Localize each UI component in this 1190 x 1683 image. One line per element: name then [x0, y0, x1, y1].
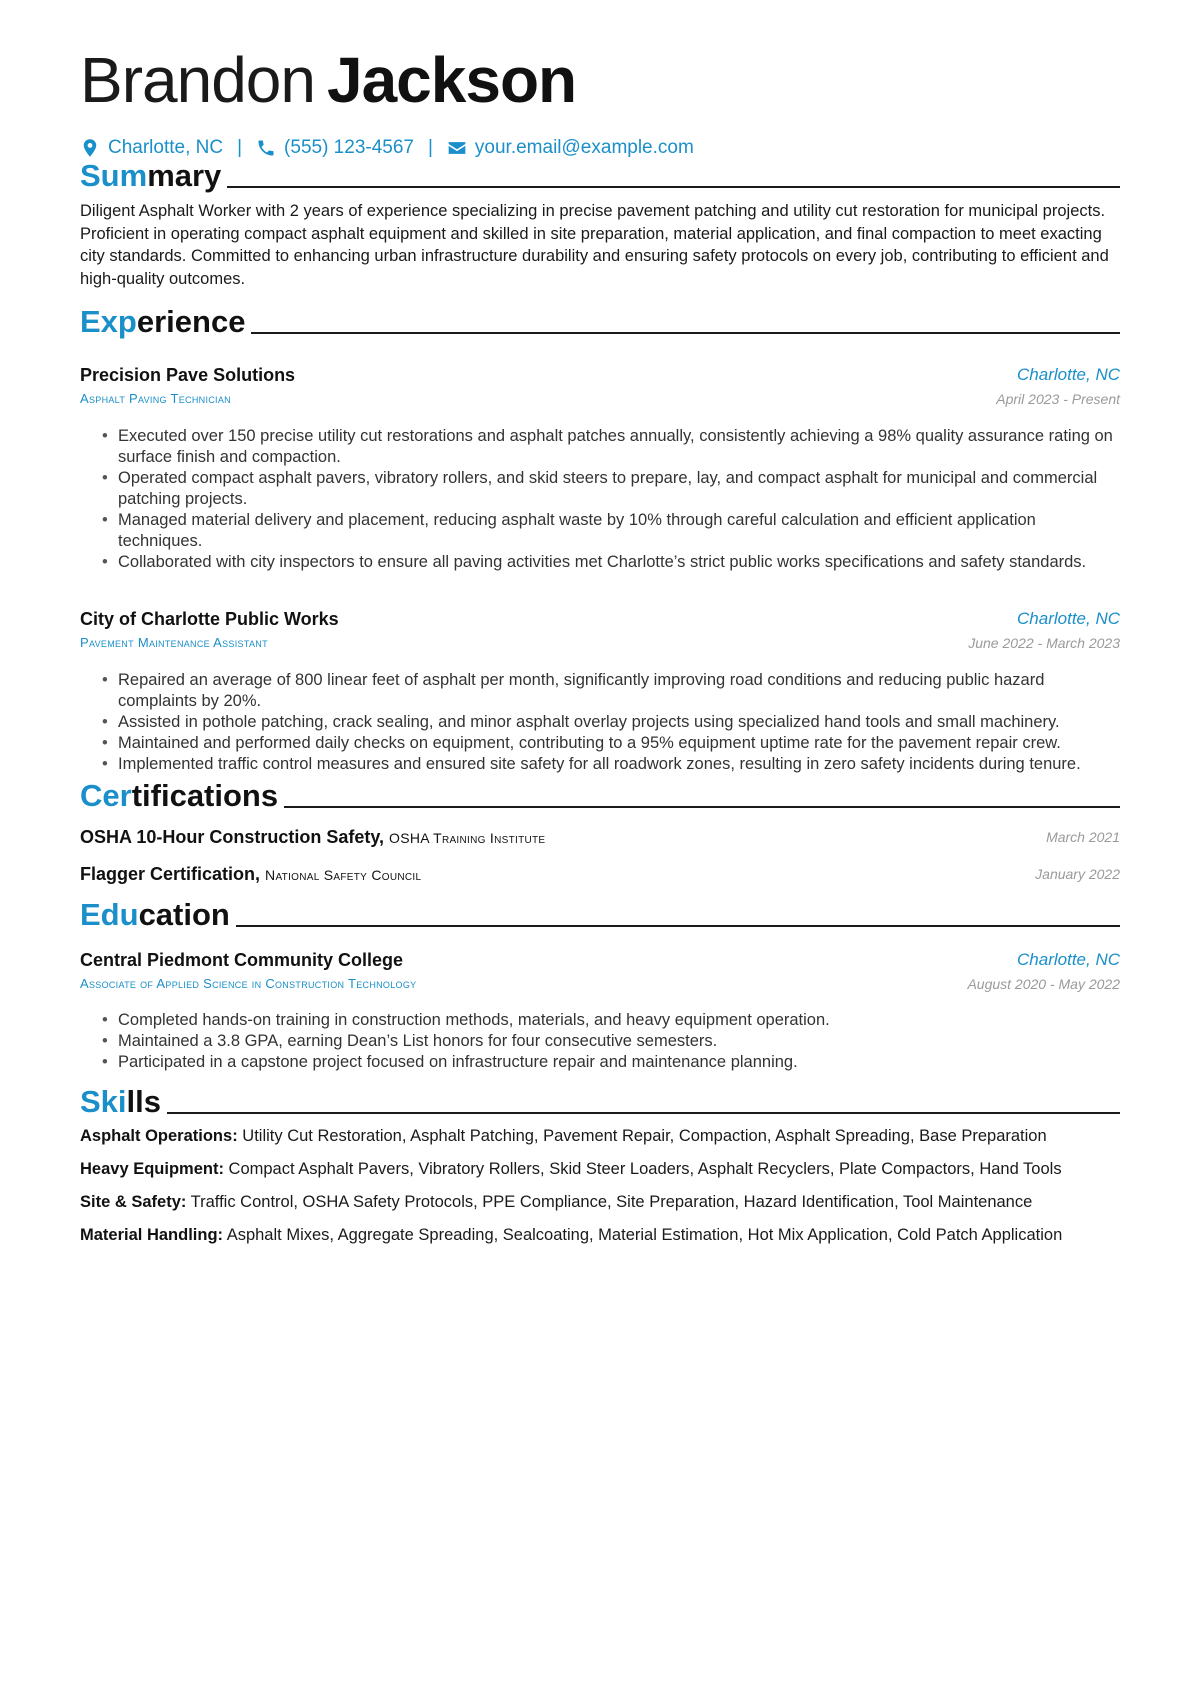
company-name: City of Charlotte Public Works — [80, 609, 339, 629]
certification-name: Flagger Certification — [80, 864, 256, 884]
list-item: • Executed over 150 precise utility cut restorations and asphalt patches annually, consistently achieving a 98% quality assurance rating on surface finish and compaction. — [102, 426, 1120, 468]
skill-category: Material Handling: — [80, 1226, 224, 1244]
section-rule — [227, 186, 1120, 188]
skill-list: Asphalt Mixes, Aggregate Spreading, Sealcoating, Material Estimation, Hot Mix Application, Cold Patch Application — [226, 1226, 1063, 1244]
list-item: • Completed hands-on training in construction methods, materials, and heavy equipment operation. — [102, 1010, 1120, 1031]
school-location: Charlotte, NC — [1017, 950, 1120, 969]
certification-issuer: National Safety Council — [265, 867, 422, 883]
section-title-certifications: Certifications — [80, 774, 1120, 814]
last-name: Jackson — [326, 44, 577, 116]
job-title: Asphalt Paving Technician — [80, 391, 231, 406]
skill-category: Asphalt Operations: — [80, 1127, 238, 1145]
certification-item: Flagger Certification, National Safety Council January 2022 — [80, 864, 1120, 884]
contact-separator: | — [427, 137, 433, 158]
job-title: Pavement Maintenance Assistant — [80, 635, 268, 650]
certification-name: OSHA 10-Hour Construction Safety — [80, 827, 380, 847]
experience-entry-header — [80, 365, 1120, 411]
certification-date: January 2022 — [1035, 866, 1120, 882]
list-item: • Maintained a 3.8 GPA, earning Dean’s List honors for four consecutive semesters. — [102, 1031, 1120, 1052]
experience-bullets — [102, 670, 1120, 775]
list-item: • Maintained and performed daily checks on equipment, contributing to a 95% equipment uptime rate for the pavement repair crew. — [102, 733, 1120, 754]
candidate-name — [80, 40, 576, 120]
job-location: Charlotte, NC — [1017, 609, 1120, 628]
list-item: • Repaired an average of 800 linear feet of asphalt per month, significantly improving road conditions and reducing public hazard complaints by 20%. — [102, 670, 1120, 712]
skill-list: Compact Asphalt Pavers, Vibratory Rollers, Skid Steer Loaders, Asphalt Recyclers, Plate Compactors, Hand Tools — [228, 1160, 1062, 1178]
education-dates: August 2020 - May 2022 — [967, 976, 1120, 992]
section-title-skills: Skills — [80, 1080, 1120, 1120]
section-rule — [251, 332, 1120, 334]
contact-separator: | — [237, 137, 243, 158]
list-item: • Implemented traffic control measures and ensured site safety for all roadwork zones, resulting in zero safety incidents during tenure. — [102, 754, 1120, 775]
experience-bullets — [102, 426, 1120, 573]
job-dates: June 2022 - March 2023 — [968, 635, 1120, 651]
company-name: Precision Pave Solutions — [80, 365, 296, 385]
certification-issuer: OSHA Training Institute — [389, 830, 546, 846]
phone-text: (555) 123-4567 — [284, 137, 414, 158]
skill-category: Site & Safety: — [80, 1193, 187, 1211]
skill-row — [80, 1191, 1120, 1213]
email-link[interactable]: your.email@example.com — [474, 137, 694, 158]
summary-text: Diligent Asphalt Worker with 2 years of experience specializing in precise pavement patching and utility cut restoration for municipal projects. Proficient in operating compact asphalt equipment and skilled in site preparation, material application, and final compaction to meet exacting city standards. Committed to enhancing urban infrastructure durability and ensuring safety protocols on every job, contributing to efficient and high-quality outcomes. — [80, 202, 1109, 288]
list-item: • Collaborated with city inspectors to ensure all paving activities met Charlotte’s strict public works specifications and safety standards. — [102, 552, 1120, 573]
section-title-summary: Summary — [80, 154, 1120, 194]
section-title-education: Education — [80, 893, 1120, 933]
education-entry-header — [80, 950, 1120, 996]
degree: Associate of Applied Science in Construction Technology — [80, 976, 417, 991]
experience-entry-header — [80, 609, 1120, 655]
skill-row — [80, 1158, 1120, 1180]
list-item: • Assisted in pothole patching, crack sealing, and minor asphalt overlay projects using specialized hand tools and small machinery. — [102, 712, 1120, 733]
section-title-experience: Experience — [80, 300, 1120, 340]
skill-list: Traffic Control, OSHA Safety Protocols, PPE Compliance, Site Preparation, Hazard Identification, Tool Maintenance — [190, 1193, 1033, 1211]
certification-item: OSHA 10-Hour Construction Safety, OSHA Training Institute March 2021 — [80, 827, 1120, 847]
education-bullets — [102, 1010, 1120, 1073]
location-text: Charlotte, NC — [108, 137, 224, 158]
job-location: Charlotte, NC — [1017, 365, 1120, 384]
skill-list: Utility Cut Restoration, Asphalt Patching, Pavement Repair, Compaction, Asphalt Spreading, Base Preparation — [242, 1127, 1047, 1145]
section-rule — [167, 1112, 1120, 1114]
list-item: • Managed material delivery and placement, reducing asphalt waste by 10% through careful calculation and efficient application techniques. — [102, 510, 1120, 552]
job-dates: April 2023 - Present — [996, 391, 1120, 407]
section-rule — [236, 925, 1120, 927]
list-item: • Participated in a capstone project focused on infrastructure repair and maintenance planning. — [102, 1052, 1120, 1073]
certification-date: March 2021 — [1046, 829, 1120, 845]
skill-category: Heavy Equipment: — [80, 1160, 224, 1178]
section-rule — [284, 806, 1120, 808]
skill-row — [80, 1224, 1120, 1246]
skill-row — [80, 1125, 1120, 1147]
list-item: • Operated compact asphalt pavers, vibratory rollers, and skid steers to prepare, lay, and compact asphalt for municipal and commercial patching projects. — [102, 468, 1120, 510]
first-name: Brandon — [80, 44, 315, 116]
school-name: Central Piedmont Community College — [80, 950, 404, 970]
